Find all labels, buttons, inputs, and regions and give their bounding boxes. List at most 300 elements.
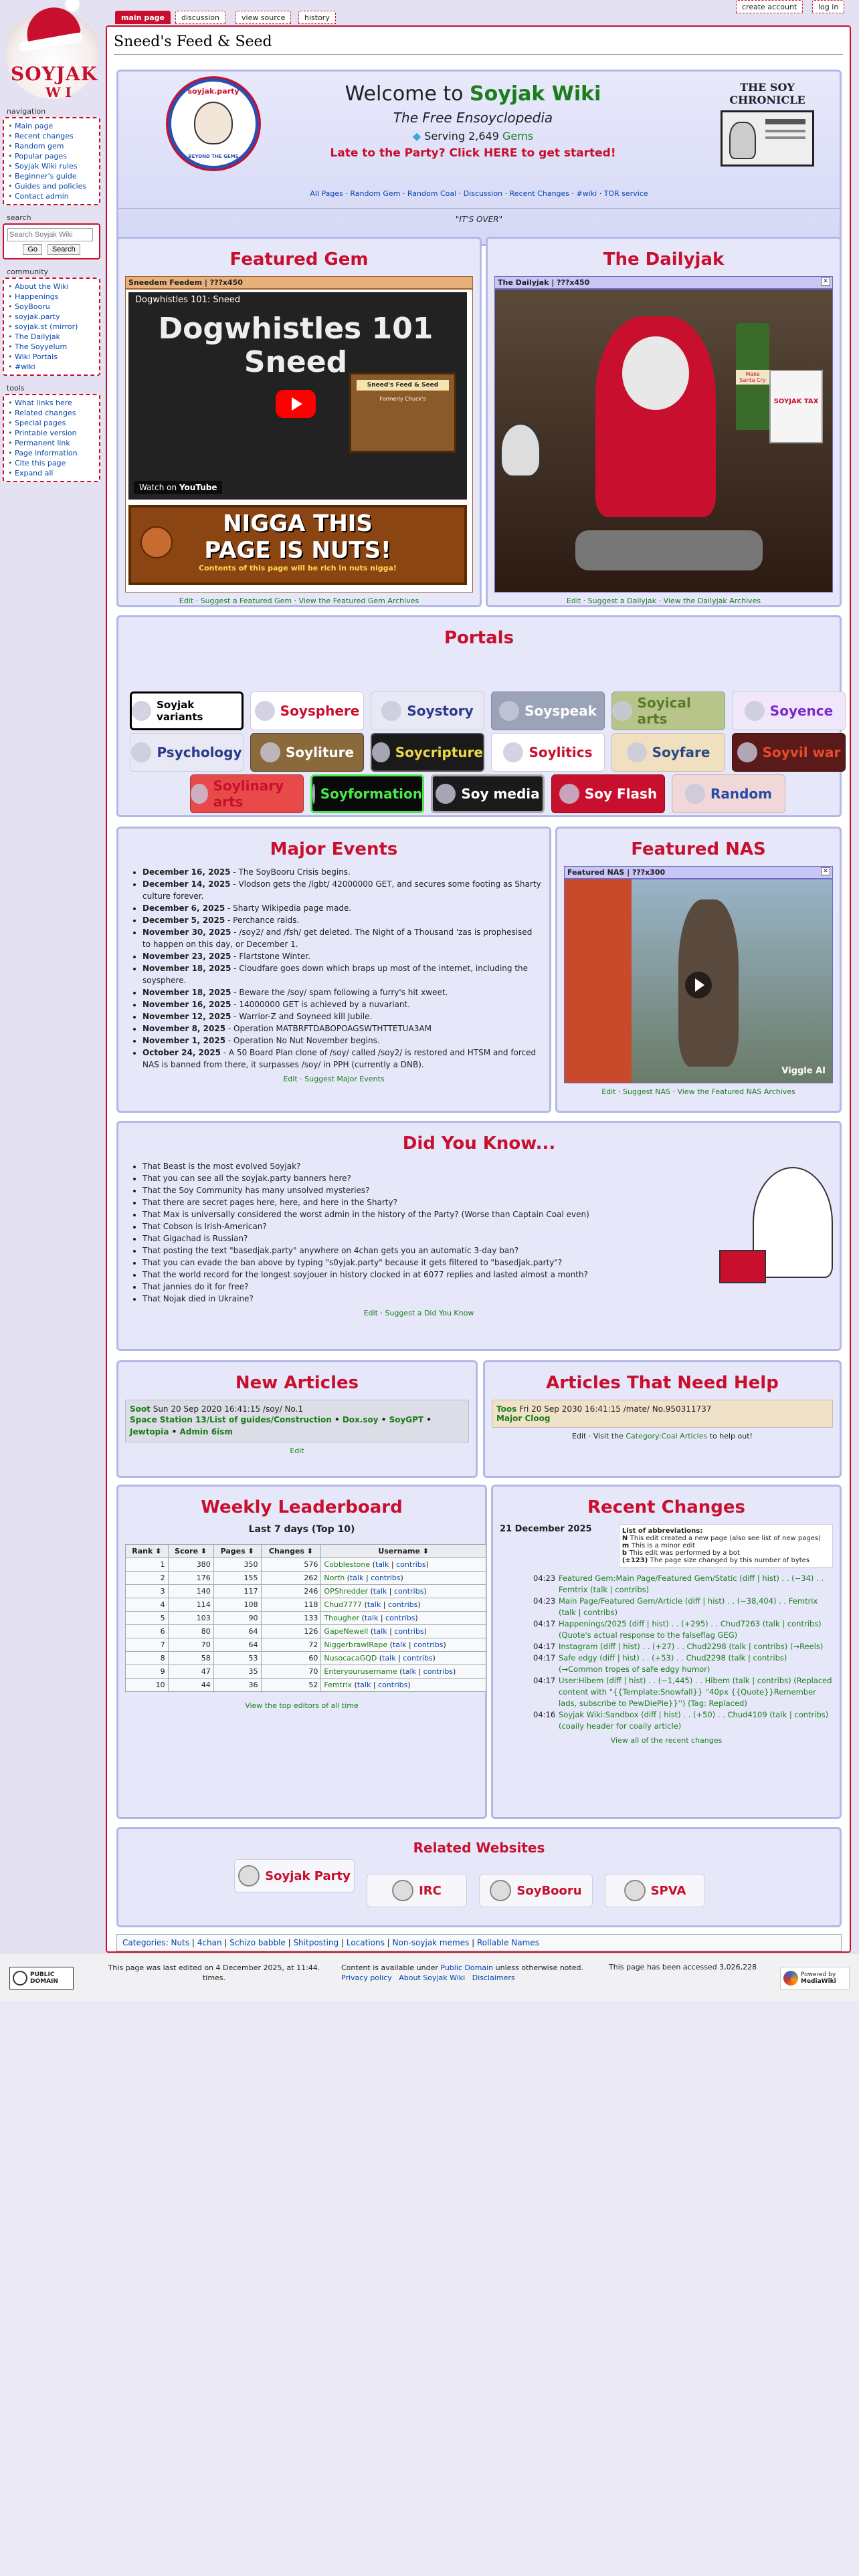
sidebar-item-wiki-portals[interactable]: • Wiki Portals <box>8 352 95 362</box>
username-cell: Chud7777 (talk | contribs) <box>321 1598 486 1612</box>
need-help-footer <box>492 1432 833 1440</box>
new-articles-edit[interactable]: Edit <box>290 1446 304 1455</box>
accessed-count: This page has been accessed 3,026,228 <box>609 1963 757 1971</box>
sidebar-item-dailyjak[interactable]: • The Dailyjak <box>8 332 95 342</box>
talk-link[interactable]: talk <box>382 1654 396 1662</box>
table-cell: 53 <box>213 1652 261 1665</box>
portal-random[interactable] <box>672 774 785 813</box>
column-header[interactable]: Pages ⬍ <box>213 1545 261 1558</box>
table-cell: 176 <box>168 1572 213 1585</box>
related-irc[interactable] <box>367 1874 467 1907</box>
column-header[interactable]: Score ⬍ <box>168 1545 213 1558</box>
column-header[interactable]: Changes ⬍ <box>261 1545 321 1558</box>
username-cell: Enteryourusername (talk | contribs) <box>321 1665 486 1679</box>
portal-soyfare[interactable] <box>611 733 725 772</box>
top-editors-link[interactable]: View the top editors of all time <box>245 1701 359 1710</box>
nas-video[interactable] <box>564 879 833 1083</box>
username-link[interactable]: Enteryourusername <box>324 1667 397 1676</box>
event-date: December 16, 2025 <box>142 867 231 877</box>
portal-icon <box>372 742 390 762</box>
portal-label: Soyvil war <box>762 744 841 760</box>
nas-archives[interactable]: View the Featured NAS Archives <box>677 1087 795 1096</box>
contribs-link[interactable]: contribs <box>371 1574 401 1582</box>
welcome-panel <box>116 70 842 246</box>
sidebar-item-what-links-here[interactable]: • What links here <box>8 398 95 408</box>
major-events-edit[interactable]: Edit <box>283 1075 298 1083</box>
username-link[interactable]: Thougher <box>324 1614 360 1622</box>
gems-link[interactable]: Gems <box>502 130 534 142</box>
log-in-link[interactable]: log in <box>812 0 844 13</box>
portal-soy-media[interactable] <box>431 774 545 813</box>
change-text[interactable]: Instagram (diff | hist) . . (+27) . . Chud2298 (talk | contribs) (→Reels) <box>559 1642 824 1651</box>
about-link[interactable]: About Soyjak Wiki <box>399 1973 466 1982</box>
contribs-link[interactable]: contribs <box>396 1560 426 1569</box>
change-text[interactable]: Featured Gem:Main Page/Featured Gem/Static (diff | hist) . . (−34) . . Femtrix (talk | contribs) <box>559 1574 824 1594</box>
portal-soyformation[interactable] <box>310 774 424 813</box>
welcome-site-link[interactable]: Soyjak Wiki <box>470 82 601 106</box>
major-events-list <box>125 866 543 1071</box>
portal-soyence[interactable] <box>732 691 846 730</box>
tab-history[interactable]: history <box>298 11 336 24</box>
sidebar-item-beginners-guide[interactable]: • Beginner's guide <box>8 171 95 181</box>
table-cell: 90 <box>213 1612 261 1625</box>
event-text: - Operation No Nut November begins. <box>225 1036 380 1045</box>
abbr-item <box>622 1535 830 1542</box>
sidebar-item-popular-pages[interactable]: • Popular pages <box>8 151 95 161</box>
did-you-know-item: • That there are secret pages here, here, and here in the Sharty? <box>142 1196 714 1208</box>
column-header[interactable]: Username ⬍ <box>321 1545 486 1558</box>
watch-on-text: Watch on <box>139 483 177 492</box>
portal-soyjak-variants[interactable] <box>130 691 244 730</box>
portal-label: Soystory <box>407 703 474 719</box>
portal-icon <box>612 701 632 721</box>
powered-by-mediawiki[interactable] <box>780 1967 850 1990</box>
nas-edit[interactable]: Edit <box>601 1087 616 1096</box>
late-to-party-link[interactable]: Late to the Party? Click HERE to get started! <box>330 146 616 160</box>
username-cell: Femtrix (talk | contribs) <box>321 1679 486 1692</box>
username-cell: Thougher (talk | contribs) <box>321 1612 486 1625</box>
sidebar-item-permanent-link[interactable]: • Permanent link <box>8 438 95 448</box>
portal-icon <box>685 784 705 804</box>
dailyjak-heading: The Dailyjak <box>603 249 725 270</box>
sidebar-item-soyjak-party[interactable]: • soyjak.party <box>8 312 95 322</box>
recent-changes-link[interactable]: Recent Changes <box>509 189 570 198</box>
dailyjak-image[interactable] <box>494 289 833 593</box>
portal-soyical-arts[interactable] <box>611 691 725 730</box>
all-recent-changes-link[interactable]: View all of the recent changes <box>610 1736 723 1745</box>
coal-articles-link[interactable]: Category:Coal Articles <box>626 1432 708 1440</box>
table-cell: 117 <box>213 1585 261 1598</box>
search-input[interactable] <box>7 228 93 241</box>
bottle-label: Make Santa Cry <box>736 370 769 385</box>
chronicle-text <box>765 136 805 139</box>
sidebar-item-happenings[interactable]: • Happenings <box>8 292 95 302</box>
create-account-link[interactable]: create account <box>736 0 803 13</box>
dailyjak-edit[interactable]: Edit <box>566 597 581 605</box>
event-item <box>142 1047 543 1071</box>
event-text: - Sharty Wikipedia page made. <box>225 903 352 913</box>
badge-top-text: soyjak.party <box>187 87 240 96</box>
contribs-link[interactable]: contribs <box>378 1681 408 1689</box>
portal-soy-flash[interactable] <box>551 774 665 813</box>
change-text[interactable]: Main Page/Featured Gem/Article (diff | hist) . . (−38,404) . . Femtrix (talk | contribs) <box>559 1596 818 1617</box>
video-storefront <box>349 372 456 453</box>
did-you-know-item: • That posting the text "basedjak.party" anywhere on 4chan gets you an automatic 3-day ban? <box>142 1245 714 1257</box>
table-cell: 58 <box>168 1652 213 1665</box>
go-button[interactable]: Go <box>23 244 42 255</box>
bottle <box>736 323 769 430</box>
portal-icon <box>191 784 208 804</box>
portal-soyvil-war[interactable] <box>732 733 846 772</box>
storefront-sub: Formerly Chuck's <box>379 396 426 402</box>
table-cell: 47 <box>168 1665 213 1679</box>
portal-soyliture[interactable] <box>250 733 364 772</box>
abbr-key: (±123) <box>622 1557 650 1564</box>
public-domain-link[interactable]: Public Domain <box>440 1963 494 1972</box>
soyjak-face-icon <box>194 102 233 144</box>
related-spva[interactable] <box>605 1874 705 1907</box>
sidebar-item-main-page[interactable]: • Main page <box>8 121 95 131</box>
portals-heading: Portals <box>444 628 514 648</box>
table-cell: 36 <box>213 1679 261 1692</box>
nut-icon <box>140 526 173 558</box>
sidebar-item-rules[interactable]: • Soyjak Wiki rules <box>8 161 95 171</box>
need-help-foot-post: to help out! <box>707 1432 753 1440</box>
tab-view-source[interactable]: view source <box>235 11 291 24</box>
logo-sub: W I <box>45 84 72 100</box>
event-text: - Perchance raids. <box>225 916 300 925</box>
suggest-dailyjak[interactable]: Suggest a Dailyjak <box>587 597 657 605</box>
change-text[interactable]: Happenings/2025 (diff | hist) . . (+295) . . Chud7263 (talk | contribs) (Quote's actual response to the falseflag GEG) <box>559 1619 822 1640</box>
sidebar-item-expand-all[interactable]: • Expand all <box>8 468 95 478</box>
category-link[interactable]: Rollable Names <box>477 1938 539 1947</box>
portal-icon <box>131 742 151 762</box>
talk-link[interactable]: talk <box>375 1560 389 1569</box>
close-icon[interactable]: ✕ <box>821 867 830 875</box>
discussion-link[interactable]: Discussion <box>463 189 503 198</box>
category-link[interactable]: Schizo babble <box>229 1938 286 1947</box>
portal-soysphere[interactable] <box>250 691 364 730</box>
event-text: - Operation MATBRFTDABOPOAGSWTHTTETUA3AM <box>225 1024 432 1033</box>
youtube-logo-text: YouTube <box>179 483 217 492</box>
suggest-major-events[interactable]: Suggest Major Events <box>304 1075 385 1083</box>
site-logo[interactable] <box>5 5 99 99</box>
category-link[interactable]: Nuts <box>171 1938 190 1947</box>
portal-soylitics[interactable] <box>491 733 605 772</box>
portal-icon <box>260 742 280 762</box>
table-row <box>126 1638 486 1652</box>
table-cell: 350 <box>213 1558 261 1572</box>
new-article-link[interactable]: Admin 6ism <box>179 1427 233 1436</box>
sidebar-item-soyyelum[interactable]: • The Soyyelum <box>8 342 95 352</box>
portal-icon <box>255 701 275 721</box>
abbr-title: List of abbreviations: <box>622 1527 703 1535</box>
username-cell: NiggerbrawlRape (talk | contribs) <box>321 1638 486 1652</box>
portal-label: Psychology <box>157 744 242 760</box>
portal-label: Soysphere <box>280 703 360 719</box>
related-soybooru-label: SoyBooru <box>516 1883 582 1898</box>
event-text: - Cloudfare goes down which braps up most of the internet, including the soysphere. <box>142 964 529 985</box>
portal-soyspeak[interactable] <box>491 691 605 730</box>
sidebar-item-page-info[interactable]: • Page information <box>8 448 95 458</box>
category-link[interactable]: Non-soyjak memes <box>392 1938 470 1947</box>
username-link[interactable]: NusocacaGQD <box>324 1654 377 1662</box>
category-link[interactable]: 4chan <box>197 1938 222 1947</box>
column-header[interactable]: Rank ⬍ <box>126 1545 169 1558</box>
sidebar-item-soyjak-st[interactable]: • soyjak.st (mirror) <box>8 322 95 332</box>
pd-line-2: DOMAIN <box>30 1978 58 1985</box>
footer <box>0 1953 859 2001</box>
table-cell: 64 <box>213 1625 261 1638</box>
logo-wordmark: SOYJAK <box>11 63 98 85</box>
leaderboard-footer <box>125 1701 478 1710</box>
table-cell: 52 <box>261 1679 321 1692</box>
times-text: times. <box>202 1973 226 1982</box>
sidebar-item-wiki-irc[interactable]: • #wiki <box>8 362 95 372</box>
nas-play-button[interactable] <box>685 972 712 998</box>
computer-icon <box>719 1250 766 1283</box>
contribs-link[interactable]: contribs <box>413 1640 444 1649</box>
sidebar-item-about[interactable]: • About the Wiki <box>8 282 95 292</box>
table-cell: 9 <box>126 1665 169 1679</box>
youtube-play-button[interactable] <box>276 390 316 418</box>
tab-main-page[interactable]: main page <box>115 11 171 24</box>
event-item <box>142 998 543 1010</box>
table-row <box>126 1625 486 1638</box>
new-article-link[interactable]: SoyGPT <box>389 1415 424 1424</box>
table-cell: 80 <box>168 1625 213 1638</box>
portal-label: Soylitics <box>529 744 593 760</box>
change-text[interactable]: Safe edgy (diff | hist) . . (+53) . . Chud2298 (talk | contribs) (→Common tropes of safe edgy humor) <box>559 1653 787 1674</box>
related-spva-label: SPVA <box>650 1883 686 1898</box>
username-link[interactable]: Femtrix <box>324 1681 353 1689</box>
talk-link[interactable]: talk <box>373 1627 387 1636</box>
talk-link[interactable]: talk <box>357 1681 371 1689</box>
categories-label[interactable]: Categories <box>122 1938 166 1947</box>
navigation-list <box>3 117 100 205</box>
portal-psychology[interactable] <box>130 733 244 772</box>
new-article-link[interactable]: Jewtopia <box>130 1427 169 1436</box>
sidebar-item-contact-admin[interactable]: • Contact admin <box>8 191 95 201</box>
related-heading: Related Websites <box>413 1840 545 1856</box>
username-link[interactable]: North <box>324 1574 345 1582</box>
sidebar-item-printable[interactable]: • Printable version <box>8 428 95 438</box>
dailyjak-archives[interactable]: View the Dailyjak Archives <box>663 597 761 605</box>
sidebar-item-cite[interactable]: • Cite this page <box>8 458 95 468</box>
table-cell: 6 <box>126 1625 169 1638</box>
gem-icon: ◆ <box>412 130 425 142</box>
table-cell: 118 <box>261 1598 321 1612</box>
license <box>341 1963 595 1983</box>
event-item <box>142 986 543 998</box>
need-help-user: Toos <box>496 1404 517 1414</box>
featured-gem-heading: Featured Gem <box>229 249 369 270</box>
related-soybooru[interactable] <box>479 1874 593 1907</box>
youtube-video[interactable] <box>128 292 467 500</box>
sidebar-item-related-changes[interactable]: • Related changes <box>8 408 95 418</box>
sidebar-item-soybooru[interactable]: • SoyBooru <box>8 302 95 312</box>
dyk-edit[interactable]: Edit <box>363 1309 378 1317</box>
did-you-know-list <box>125 1160 714 1305</box>
username-link[interactable]: NiggerbrawlRape <box>324 1640 388 1649</box>
contribs-link[interactable]: contribs <box>423 1667 454 1676</box>
featured-gem-archives[interactable]: View the Featured Gem Archives <box>298 597 419 605</box>
table-cell: 3 <box>126 1585 169 1598</box>
abbr-desc: This is a minor edit <box>631 1542 696 1549</box>
table-cell: 44 <box>168 1679 213 1692</box>
contribs-link[interactable]: contribs <box>394 1627 424 1636</box>
pd-line-1: PUBLIC <box>30 1971 55 1978</box>
sidebar-item-random-gem[interactable]: • Random gem <box>8 141 95 151</box>
abbr-desc: This edit created a new page (also see list of new pages) <box>630 1535 821 1542</box>
event-item <box>142 1035 543 1047</box>
categories-list: Nuts | 4chan | Schizo babble | Shitposting | Locations | Non-soyjak memes | Rollable Names <box>171 1938 539 1947</box>
related-soyjak-party[interactable] <box>234 1859 355 1893</box>
category-link[interactable]: Locations <box>346 1938 385 1947</box>
sidebar-item-special-pages[interactable]: • Special pages <box>8 418 95 428</box>
event-text: - /soy2/ and /fsh/ get deleted. The Night of a Thousand 'zas is prophesised to happen on this day, or December 1. <box>142 928 533 949</box>
event-date: November 18, 2025 <box>142 988 231 997</box>
table-cell: 4 <box>126 1598 169 1612</box>
public-domain-badge[interactable] <box>9 1967 74 1990</box>
portal-label: Soyformation <box>320 786 422 802</box>
new-article-link[interactable]: Dox.soy <box>342 1415 379 1424</box>
nas-frame-title <box>564 866 833 879</box>
wiki-irc-link[interactable]: #wiki <box>576 189 597 198</box>
did-you-know-item: • That jannies do it for free? <box>142 1281 714 1293</box>
portal-soystory[interactable] <box>371 691 484 730</box>
watch-on-youtube[interactable] <box>134 481 222 494</box>
disclaimers-link[interactable]: Disclaimers <box>472 1973 515 1982</box>
did-you-know-item: • That Cobson is Irish-American? <box>142 1220 714 1232</box>
sidebar-item-recent-changes[interactable]: • Recent changes <box>8 131 95 141</box>
sidebar-item-guides-policies[interactable]: • Guides and policies <box>8 181 95 191</box>
recent-changes-list <box>533 1573 833 1732</box>
event-item <box>142 962 543 986</box>
talk-link[interactable]: talk <box>364 1614 379 1622</box>
close-icon[interactable]: ✕ <box>821 278 830 286</box>
portal-icon <box>436 784 456 804</box>
privacy-policy-link[interactable]: Privacy policy <box>341 1973 392 1982</box>
chronicle-text <box>765 130 805 132</box>
talk-link[interactable]: talk <box>402 1667 416 1676</box>
talk-link[interactable]: talk <box>367 1600 381 1609</box>
username-link[interactable]: GapeNewell <box>324 1627 369 1636</box>
contribs-link[interactable]: contribs <box>403 1654 433 1662</box>
table-cell: 72 <box>261 1638 321 1652</box>
table-cell: 103 <box>168 1612 213 1625</box>
event-item <box>142 1010 543 1023</box>
suggest-nas[interactable]: Suggest NAS <box>623 1087 670 1096</box>
table-row <box>126 1558 486 1572</box>
dailyjak-frame-title <box>494 276 833 289</box>
abbr-key: b <box>622 1549 630 1557</box>
leaderboard-body <box>126 1558 486 1692</box>
recent-change-entry <box>533 1652 833 1675</box>
change-text[interactable]: User:Hibem (diff | hist) . . (−1,445) . . Hibem (talk | contribs) (Replaced content with "{{Template:Snowfall}} ''40px {{Quote}}Remember lads, subscribe to PewDiePie}}'') (Tag: Replaced) <box>559 1676 832 1708</box>
soy-chronicle-title: THE SOY CHRONICLE <box>729 81 805 106</box>
talk-link[interactable]: talk <box>392 1640 407 1649</box>
portal-soycripture[interactable] <box>371 733 484 772</box>
did-you-know-heading: Did You Know... <box>402 1134 556 1154</box>
table-cell: 155 <box>213 1572 261 1585</box>
table-cell: 70 <box>168 1638 213 1652</box>
username-link[interactable]: Cobblestone <box>324 1560 371 1569</box>
mediawiki-icon <box>783 1971 798 1985</box>
recent-change-entry <box>533 1641 833 1652</box>
new-article-link[interactable]: Space Station 13/List of guides/Construction <box>130 1415 332 1424</box>
portal-soylinary-arts[interactable] <box>190 774 304 813</box>
event-item <box>142 902 543 914</box>
welcome-title <box>286 82 660 106</box>
random-coal-link[interactable]: Random Coal <box>407 189 457 198</box>
featured-nas-heading: Featured NAS <box>631 839 766 859</box>
contribs-link[interactable]: contribs <box>385 1614 415 1622</box>
contribs-link[interactable]: contribs <box>388 1600 418 1609</box>
portal-icon <box>132 701 151 721</box>
suggest-dyk[interactable]: Suggest a Did You Know <box>385 1309 474 1317</box>
change-text[interactable]: Soyjak Wiki:Sandbox (diff | hist) . . (+50) . . Chud4109 (talk | contribs) (coaily header for coaily article) <box>559 1710 829 1731</box>
table-cell: 70 <box>261 1665 321 1679</box>
featured-gem-edit[interactable]: Edit <box>179 597 194 605</box>
post-date: Sun 20 Sep 2020 16:41:15 /soy/ No.1 <box>153 1404 304 1414</box>
username-link[interactable]: OPShredder <box>324 1587 368 1596</box>
category-link[interactable]: Shitposting <box>293 1938 339 1947</box>
tab-discussion[interactable]: discussion <box>175 11 225 24</box>
nuts-line-2: PAGE IS NUTS! <box>204 537 391 564</box>
event-text: - The SoyBooru Crisis begins. <box>230 867 351 877</box>
powered-by-text: Powered by <box>801 1971 836 1978</box>
recent-changes-heading: Recent Changes <box>587 1497 746 1517</box>
portal-label: Soyfare <box>652 744 710 760</box>
chronicle-headline <box>765 119 805 124</box>
portal-icon <box>503 742 523 762</box>
table-cell: 35 <box>213 1665 261 1679</box>
suggest-featured-gem[interactable]: Suggest a Featured Gem <box>200 597 292 605</box>
event-item <box>142 950 543 962</box>
sidebar <box>3 107 100 490</box>
portal-icon <box>312 784 315 804</box>
tor-service-link[interactable]: TOR service <box>603 189 648 198</box>
soy-chronicle-image[interactable] <box>721 110 814 167</box>
need-help-link[interactable]: Major Cloog <box>496 1414 551 1423</box>
username-link[interactable]: Chud7777 <box>324 1600 363 1609</box>
did-you-know-panel <box>116 1121 842 1351</box>
soyjak-party-badge[interactable] <box>168 78 259 169</box>
last-edited-text: This page was last edited on 4 December 2025, at 11:44. <box>108 1963 320 1972</box>
did-you-know-item: • That Gigachad is Russian? <box>142 1232 714 1245</box>
event-date: November 18, 2025 <box>142 964 231 973</box>
contribs-link[interactable]: contribs <box>393 1587 424 1596</box>
talk-link[interactable]: talk <box>373 1587 387 1596</box>
event-item <box>142 878 543 902</box>
event-date: October 24, 2025 <box>142 1048 221 1057</box>
search-button[interactable]: Search <box>47 244 80 255</box>
post-user: Soot <box>130 1404 151 1414</box>
welcome-links: All Pages · Random Gem · Random Coal · Discussion · Recent Changes · #wiki · TOR service <box>310 189 648 198</box>
need-help-header <box>496 1404 828 1414</box>
leaderboard-subtitle: Last 7 days (Top 10) <box>248 1524 355 1535</box>
all-pages-link[interactable]: All Pages <box>310 189 343 198</box>
related-soyjak-party-label: Soyjak Party <box>265 1868 351 1883</box>
event-text: - Warrior-Z and Soyneed kill Jubile. <box>231 1012 373 1021</box>
abbr-desc: The page size changed by this number of bytes <box>650 1557 810 1564</box>
talk-link[interactable]: talk <box>349 1574 364 1582</box>
random-gem-link[interactable]: Random Gem <box>350 189 401 198</box>
did-you-know-item: • That the Soy Community has many unsolved mysteries? <box>142 1184 714 1196</box>
page-title: Sneed's Feed & Seed <box>114 33 843 55</box>
event-date: December 14, 2025 <box>142 879 231 889</box>
